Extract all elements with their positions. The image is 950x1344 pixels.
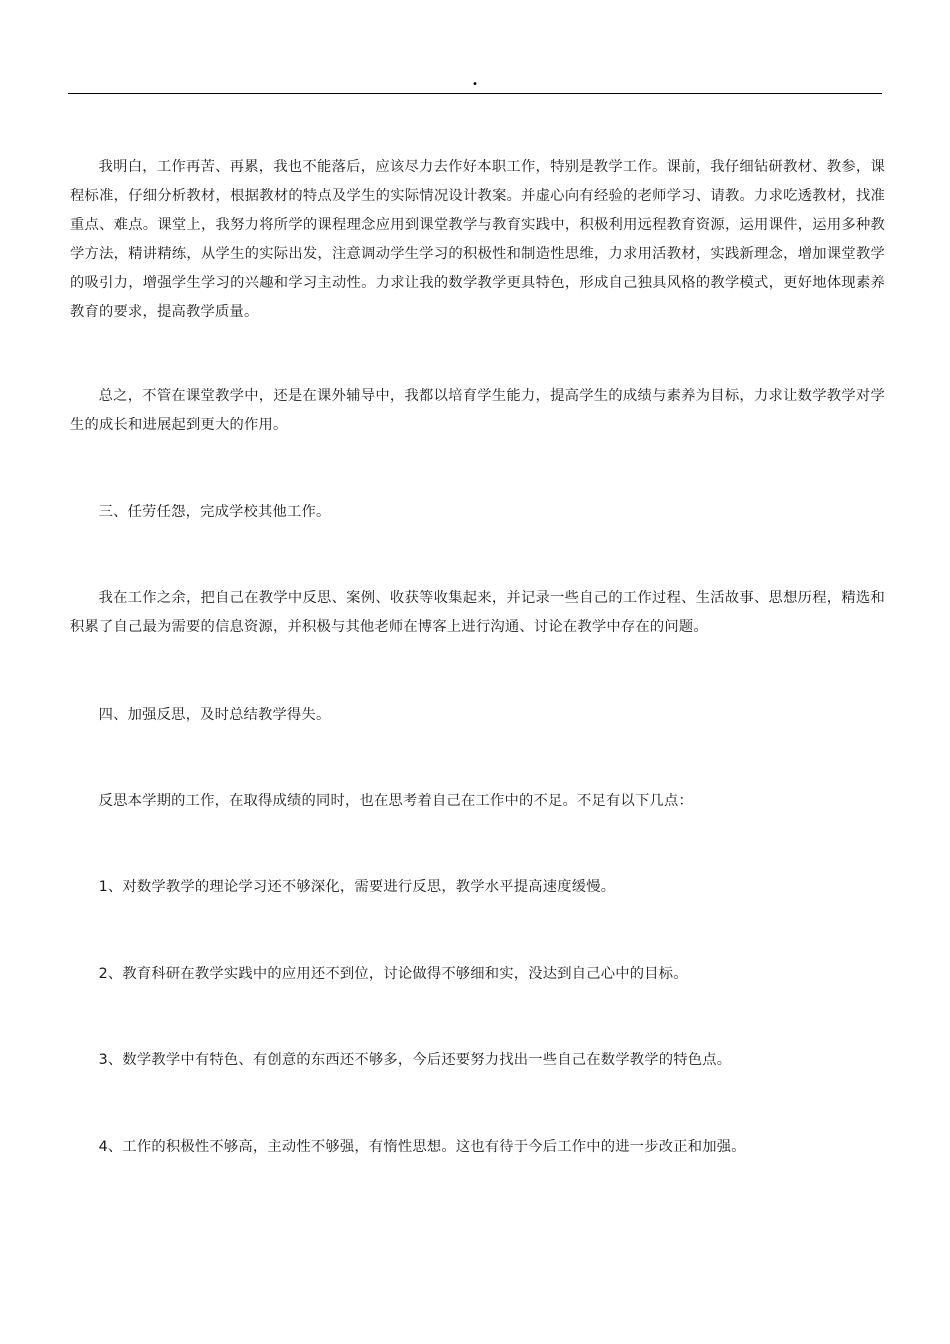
list-item-shortcoming-2: 2、教育科研在教学实践中的应用还不到位，讨论做得不够细和实，没达到自己心中的目标。 (98, 966, 688, 982)
header-mark: . (472, 69, 478, 89)
section-heading-reflection: 四、加强反思，及时总结教学得失。 (98, 707, 331, 723)
paragraph-teaching-work: 我明白，工作再苦、再累，我也不能落后，应该尽力去作好本职工作，特别是教学工作。课前，我仔细钻研教材、教参，课程标准，仔细分析教材，根据教材的特点及学生的实际情况设计教案。并虚心向有经验的老师学习、请教。力求吃透教材，找准重点、难点。课堂上，我努力将所学的课程理念应用到课堂教学与教育实践中，积极利用远程教育资源，运用课件，运用多种教学方法，精讲精练，从学生的实际出发，注意调动学生学习的积极性和制造性思维，力求用活教材，实践新理念，增加课堂教学的吸引力，增强学生学习的兴趣和学习主动性。力求让我的数学教学更具特色，形成自己独具风格的教学模式，更好地体现素养教育的要求，提高教学质量。 (70, 159, 885, 320)
header-divider (68, 93, 882, 94)
list-item-shortcoming-1: 1、对数学教学的理论学习还不够深化，需要进行反思，教学水平提高速度缓慢。 (98, 879, 616, 895)
list-item-shortcoming-4: 4、工作的积极性不够高，主动性不够强，有惰性思想。这也有待于今后工作中的进一步改正和加强。 (98, 1139, 746, 1155)
paragraph-summary: 总之，不管在课堂教学中，还是在课外辅导中，我都以培育学生能力，提高学生的成绩与素养为目标，力求让数学教学对学生的成长和进展起到更大的作用。 (70, 388, 885, 433)
section-heading-other-work: 三、任劳任怨，完成学校其他工作。 (98, 504, 331, 520)
paragraph-shortcomings-intro: 反思本学期的工作，在取得成绩的同时，也在思考着自己在工作中的不足。不足有以下几点： (98, 793, 693, 809)
list-item-shortcoming-3: 3、数学教学中有特色、有创意的东西还不够多，今后还要努力找出一些自己在数学教学的特色点。 (98, 1052, 732, 1068)
paragraph-reflection-collection: 我在工作之余，把自己在教学中反思、案例、收获等收集起来，并记录一些自己的工作过程、生活故事、思想历程，精选和积累了自己最为需要的信息资源，并积极与其他老师在博客上进行沟通、讨论在教学中存在的问题。 (70, 590, 885, 635)
